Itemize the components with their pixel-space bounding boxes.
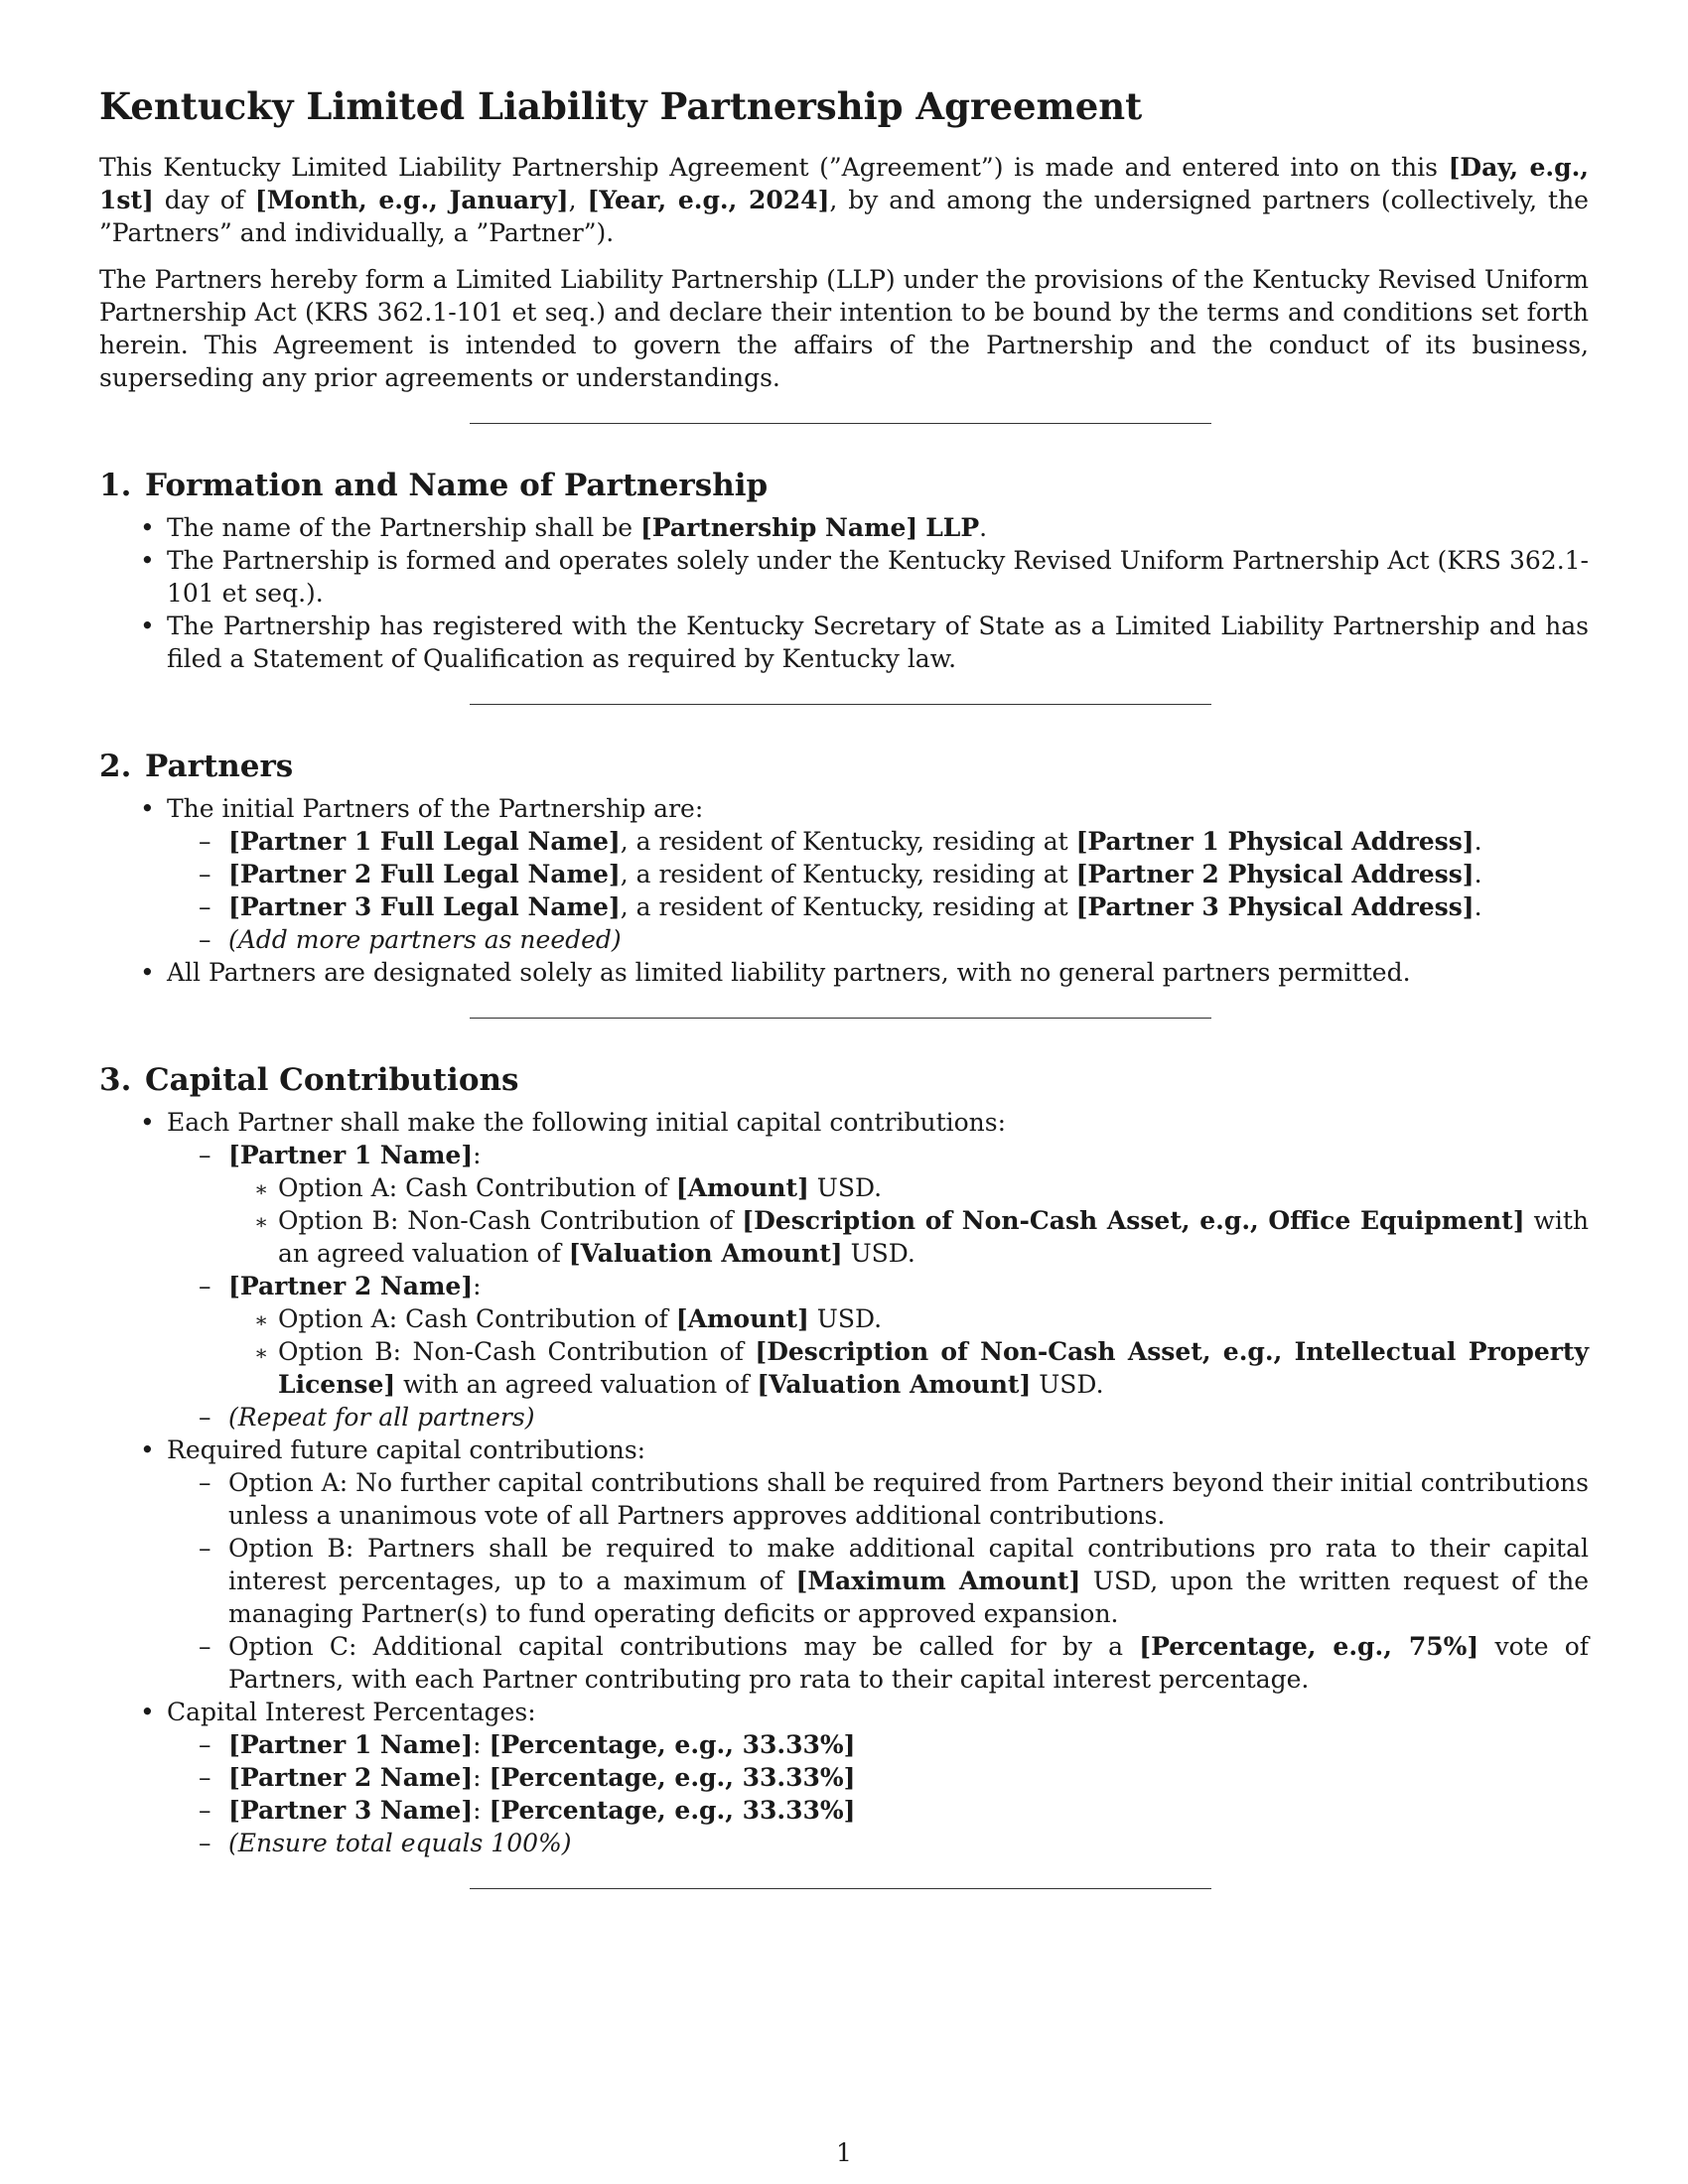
list-item-text — [228, 1632, 1589, 1694]
list-item — [167, 1532, 1589, 1630]
text-run: Option C: Additional capital contributions may be called for by a — [228, 1632, 1140, 1661]
placeholder-field: [Percentage, e.g., 75%] — [1139, 1632, 1479, 1661]
placeholder-field: [Partner 2 Full Legal Name] — [228, 860, 621, 888]
list-item-text — [228, 1534, 1589, 1628]
section-list — [99, 792, 1589, 989]
list-item — [167, 1139, 1589, 1270]
placeholder-field: [Month, e.g., January] — [254, 186, 569, 214]
list-item-text — [228, 925, 622, 954]
nested-list — [167, 1466, 1589, 1696]
text-run: Option A: Cash Contribution of — [278, 1304, 676, 1333]
bullet-marker: • — [140, 1435, 155, 1464]
list-item-text — [228, 1796, 856, 1825]
text-run: , by and among the undersigned partners (collectively, the ”Partners” and individually, a ”Partner”). — [99, 186, 1589, 247]
text-run: Option B: Partners shall be required to make additional capital contributions pro rata to their capital interest percentages, up to a maximum of — [228, 1534, 1589, 1595]
text-run: with an agreed valuation of — [395, 1370, 758, 1399]
nested-list — [167, 1728, 1589, 1859]
section-title: Partners — [145, 749, 294, 784]
section-title: Capital Contributions — [145, 1062, 519, 1098]
placeholder-field: [Valuation Amount] — [568, 1239, 843, 1268]
dash-marker: – — [199, 1796, 211, 1825]
bullet-marker: • — [140, 1108, 155, 1137]
placeholder-field: [Partner 3 Name] — [228, 1796, 474, 1825]
text-run: : — [473, 1763, 490, 1792]
text-run: The initial Partners of the Partnership are: — [167, 794, 704, 823]
list-item-text — [167, 1435, 645, 1464]
text-run: , a resident of Kentucky, residing at — [620, 892, 1076, 921]
asterisk-marker: ∗ — [254, 1177, 269, 1201]
text-run: : — [473, 1141, 482, 1169]
list-item — [228, 1302, 1589, 1335]
asterisk-marker: ∗ — [254, 1308, 269, 1332]
text-run: , a resident of Kentucky, residing at — [620, 827, 1076, 856]
text-run: The Partnership has registered with the Kentucky Secretary of State as a Limited Liability Partnership and has filed a Statement of Qualification as required by Kentucky law. — [167, 612, 1589, 673]
list-item — [99, 511, 1589, 544]
list-item-text — [228, 1141, 482, 1169]
text-run: Capital Interest Percentages: — [167, 1698, 536, 1726]
list-item — [167, 825, 1589, 858]
list-item-text — [228, 1468, 1589, 1530]
list-item-text — [228, 1730, 856, 1759]
dash-marker: – — [199, 1632, 211, 1661]
text-run: Required future capital contributions: — [167, 1435, 646, 1464]
placeholder-field: [Description of Non-Cash Asset, e.g., Intellectual Property License] — [278, 1337, 1589, 1399]
list-item — [99, 1696, 1589, 1859]
list-item — [167, 923, 1589, 956]
dash-marker: – — [199, 1468, 211, 1497]
section-number: 1. — [99, 468, 132, 503]
placeholder-field: [Day, e.g., 1st] — [99, 153, 1589, 214]
list-item — [228, 1171, 1589, 1204]
bullet-marker: • — [140, 1698, 155, 1726]
section-heading — [99, 1060, 1589, 1100]
dash-marker: – — [199, 1730, 211, 1759]
dash-marker: – — [199, 1272, 211, 1300]
placeholder-field: [Percentage, e.g., 33.33%] — [489, 1730, 856, 1759]
list-item — [99, 1433, 1589, 1696]
list-item-text — [167, 1108, 1006, 1137]
text-run: : — [473, 1272, 482, 1300]
list-item-text — [278, 1206, 1589, 1268]
editorial-note: (Repeat for all partners) — [228, 1403, 535, 1432]
text-run: This Kentucky Limited Liability Partnership Agreement (”Agreement”) is made and entered into on this — [99, 153, 1449, 182]
editorial-note: (Ensure total equals 100%) — [228, 1829, 572, 1857]
dash-marker: – — [199, 925, 211, 954]
section-title: Formation and Name of Partnership — [145, 468, 769, 503]
text-run: The Partnership is formed and operates solely under the Kentucky Revised Uniform Partnership Act (KRS 362.1-101 et seq.). — [167, 546, 1589, 608]
list-item — [99, 792, 1589, 956]
placeholder-field: [Description of Non-Cash Asset, e.g., Office Equipment] — [742, 1206, 1525, 1235]
text-run: Option B: Non-Cash Contribution of — [278, 1337, 756, 1366]
dash-marker: – — [199, 1829, 211, 1857]
dash-marker: – — [199, 1403, 211, 1432]
placeholder-field: [Percentage, e.g., 33.33%] — [489, 1796, 856, 1825]
text-run: The Partners hereby form a Limited Liability Partnership (LLP) under the provisions of the Kentucky Revised Uniform Partnership Act (KRS 362.1-101 et seq.) and declare their intention to be bound by the terms and conditions set forth herein. This Agreement is intended to govern the affairs of the Partnership and the conduct of its business, superseding any prior agreements or understandings. — [99, 265, 1589, 392]
list-item-text — [228, 1272, 482, 1300]
text-run: : — [473, 1730, 490, 1759]
list-item-text — [228, 1829, 572, 1857]
placeholder-field: [Amount] — [675, 1173, 809, 1202]
nested-list — [228, 1302, 1589, 1401]
dash-marker: – — [199, 827, 211, 856]
nested-list — [228, 1171, 1589, 1270]
placeholder-field: LLP — [925, 513, 980, 542]
bullet-marker: • — [140, 546, 155, 575]
list-item — [99, 1106, 1589, 1433]
nested-list — [167, 825, 1589, 956]
text-run — [917, 513, 925, 542]
placeholder-field: [Amount] — [675, 1304, 809, 1333]
nested-list — [167, 1139, 1589, 1433]
placeholder-field: [Partner 1 Name] — [228, 1730, 474, 1759]
section-divider — [470, 423, 1211, 424]
intro-paragraph-2 — [99, 263, 1589, 394]
dash-marker: – — [199, 860, 211, 888]
text-run: vote of Partners, with each Partner contributing pro rata to their capital interest percentage. — [228, 1632, 1589, 1694]
text-run: day of — [153, 186, 255, 214]
text-run: USD, upon the written request of the managing Partner(s) to fund operating deficits or approved expansion. — [228, 1567, 1589, 1628]
list-item — [167, 1761, 1589, 1794]
list-item-text — [167, 958, 1411, 987]
placeholder-field: [Partner 2 Physical Address] — [1075, 860, 1475, 888]
list-item-text — [228, 860, 1482, 888]
text-run: with an agreed valuation of — [278, 1206, 1590, 1268]
bullet-marker: • — [140, 794, 155, 823]
list-item — [167, 890, 1589, 923]
placeholder-field: [Partnership Name] — [639, 513, 918, 542]
section-number: 3. — [99, 1062, 132, 1098]
placeholder-field: [Partner 1 Name] — [228, 1141, 474, 1169]
list-item-text — [228, 1763, 856, 1792]
section-3 — [99, 1060, 1589, 1859]
text-run: USD. — [808, 1173, 883, 1202]
document-page — [99, 83, 1589, 1889]
text-run: . — [1474, 892, 1482, 921]
placeholder-field: [Partner 3 Full Legal Name] — [228, 892, 621, 921]
text-run: USD. — [1031, 1370, 1104, 1399]
list-item-text — [228, 827, 1482, 856]
list-item — [167, 1270, 1589, 1401]
section-divider — [470, 704, 1211, 705]
list-item — [228, 1335, 1589, 1401]
dash-marker: – — [199, 1141, 211, 1169]
text-run: Option A: Cash Contribution of — [278, 1173, 676, 1202]
text-run: , a resident of Kentucky, residing at — [620, 860, 1076, 888]
list-item-text — [167, 513, 987, 542]
list-item — [167, 1827, 1589, 1859]
section-list — [99, 1106, 1589, 1859]
list-item — [167, 1401, 1589, 1433]
section-heading — [99, 747, 1589, 786]
text-run: All Partners are designated solely as limited liability partners, with no general partners permitted. — [167, 958, 1411, 987]
text-run: USD. — [842, 1239, 915, 1268]
list-item — [228, 1204, 1589, 1270]
section-heading — [99, 466, 1589, 505]
asterisk-marker: ∗ — [254, 1210, 269, 1234]
section-list — [99, 511, 1589, 675]
placeholder-field: [Year, e.g., 2024] — [587, 186, 830, 214]
list-item — [167, 858, 1589, 890]
document-title: Kentucky Limited Liability Partnership Agreement — [99, 84, 1143, 128]
intro-paragraph-1 — [99, 151, 1589, 249]
placeholder-field: [Partner 2 Name] — [228, 1763, 474, 1792]
placeholder-field: [Partner 1 Physical Address] — [1075, 827, 1475, 856]
list-item — [99, 956, 1589, 989]
text-run: . — [1474, 827, 1482, 856]
placeholder-field: [Partner 2 Name] — [228, 1272, 474, 1300]
placeholder-field: [Partner 3 Physical Address] — [1075, 892, 1475, 921]
section-number: 2. — [99, 749, 132, 784]
text-run: , — [568, 186, 588, 214]
list-item-text — [228, 1403, 534, 1432]
text-run: : — [473, 1796, 490, 1825]
list-item-text — [278, 1304, 882, 1333]
section-divider — [470, 1018, 1211, 1019]
list-item — [167, 1728, 1589, 1761]
text-run: . — [1474, 860, 1482, 888]
list-item — [167, 1794, 1589, 1827]
list-item-text — [167, 546, 1589, 608]
bullet-marker: • — [140, 612, 155, 640]
bullet-marker: • — [140, 958, 155, 987]
asterisk-marker: ∗ — [254, 1341, 269, 1365]
bullet-marker: • — [140, 513, 155, 542]
section-1 — [99, 466, 1589, 675]
list-item — [99, 544, 1589, 610]
list-item-text — [278, 1173, 882, 1202]
editorial-note: (Add more partners as needed) — [228, 925, 622, 954]
text-run: USD. — [808, 1304, 883, 1333]
dash-marker: – — [199, 1534, 211, 1563]
text-run: The name of the Partnership shall be — [167, 513, 640, 542]
section-2 — [99, 747, 1589, 989]
section-divider — [470, 1888, 1211, 1889]
list-item — [167, 1630, 1589, 1696]
list-item — [167, 1466, 1589, 1532]
list-item-text — [167, 612, 1589, 673]
placeholder-field: [Valuation Amount] — [757, 1370, 1032, 1399]
text-run: Option A: No further capital contributions shall be required from Partners beyond their initial contributions unless a unanimous vote of all Partners approves additional contributions. — [228, 1468, 1589, 1530]
placeholder-field: [Percentage, e.g., 33.33%] — [489, 1763, 856, 1792]
text-run: . — [979, 513, 988, 542]
list-item — [99, 610, 1589, 675]
list-item-text — [228, 892, 1482, 921]
placeholder-field: [Partner 1 Full Legal Name] — [228, 827, 621, 856]
list-item-text — [167, 1698, 536, 1726]
dash-marker: – — [199, 1763, 211, 1792]
text-run: Each Partner shall make the following initial capital contributions: — [167, 1108, 1007, 1137]
list-item-text — [278, 1337, 1589, 1399]
placeholder-field: [Maximum Amount] — [795, 1567, 1081, 1595]
dash-marker: – — [199, 892, 211, 921]
page-number: 1 — [836, 2138, 852, 2167]
list-item-text — [167, 794, 703, 823]
text-run: Option B: Non-Cash Contribution of — [278, 1206, 743, 1235]
